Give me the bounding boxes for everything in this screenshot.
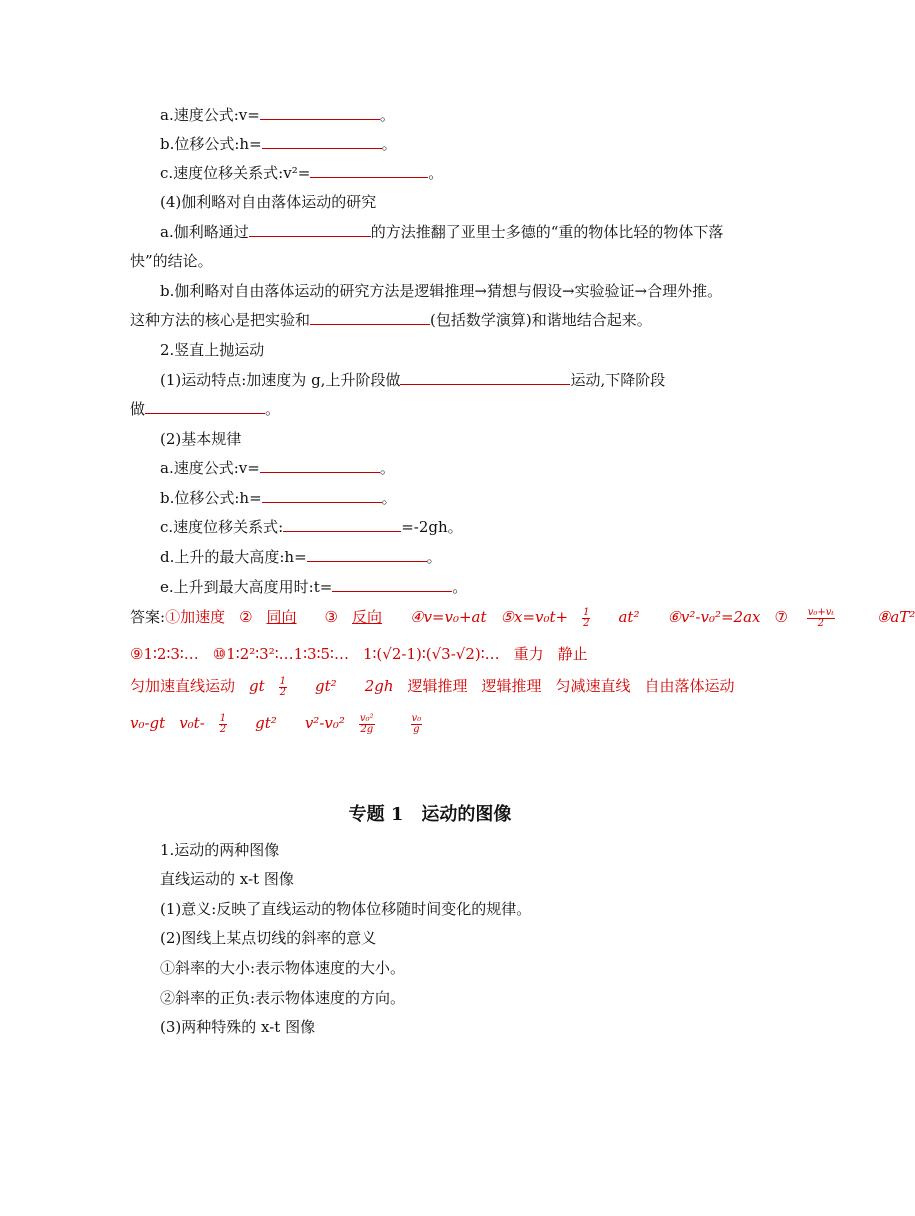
galileo-b-2: 这种方法的核心是把实验和 (包括数学演算)和谐地结合起来。	[130, 311, 652, 329]
section-line-1: 1.运动的两种图像	[160, 841, 280, 859]
answers-line-2: ⑨1∶2∶3∶… ⑩1∶2²∶3²∶…1∶3∶5∶… 1∶(√2-1)∶(√3-√2)∶… 重力 静止	[130, 645, 588, 663]
answer-blank[interactable]	[260, 105, 380, 120]
answers-line-4: v₀-gt v₀t- $\frac{1}{2}$ gt² v²-v₀² $\frac{\text{v₀²}}{2g}$ $\frac{\text{v₀}}{g}$	[130, 712, 730, 735]
law-a: a.速度公式:v= 。	[160, 459, 395, 477]
section-4-heading: (4)伽利略对自由落体运动的研究	[160, 193, 377, 211]
answer-blank[interactable]	[145, 399, 265, 414]
answers-line-3: 匀加速直线运动 gt $\frac{1}{2}$ gt² 2gh 逻辑推理 逻辑推理 匀减速直线 自由落体运动	[130, 675, 735, 698]
fraction: $\frac{\text{v₀}}{g}$	[411, 712, 422, 735]
answer-blank[interactable]	[249, 222, 371, 237]
answer-blank[interactable]	[310, 163, 428, 178]
law-heading: (2)基本规律	[160, 430, 242, 448]
fraction: $\frac{\text{v₀²}}{2g}$	[359, 712, 374, 735]
galileo-a-cont: 快”的结论。	[130, 252, 213, 270]
answer-blank[interactable]	[262, 488, 382, 503]
answer-blank[interactable]	[310, 310, 430, 325]
galileo-b-1: b.伽利略对自由落体运动的研究方法是逻辑推理→猜想与假设→实验验证→合理外推。	[160, 282, 723, 300]
answer-blank[interactable]	[262, 134, 382, 149]
fraction: $\frac{1}{2}$	[583, 606, 590, 629]
answer-blank[interactable]	[283, 517, 401, 532]
answer-blank[interactable]	[307, 547, 427, 562]
section-line-5: ①斜率的大小:表示物体速度的大小。	[160, 959, 406, 977]
law-d: d.上升的最大高度:h= 。	[160, 548, 442, 566]
galileo-a: a.伽利略通过 的方法推翻了亚里士多德的“重的物体比轻的物体下落	[160, 223, 724, 241]
fraction: $\frac{\text{v₀+vₜ}}{2}$	[807, 606, 834, 629]
answer-blank[interactable]	[260, 458, 380, 473]
section-line-2: 直线运动的 x-t 图像	[160, 870, 294, 888]
section-line-4: (2)图线上某点切线的斜率的意义	[160, 929, 377, 947]
section-line-3: (1)意义:反映了直线运动的物体位移随时间变化的规律。	[160, 900, 532, 918]
answers-line-1: 答案:①加速度 ② 同向 ③ 反向 ④v=v₀+at ⑤x=v₀t+ $\frac{1}{2}$ at² ⑥v²-v₀²=2ax ⑦ $\frac{\text{v₀+vₜ}}{2}$ ⑧aT²	[130, 606, 915, 629]
feature-line: (1)运动特点:加速度为 g,上升阶段做 运动,下降阶段	[160, 371, 666, 389]
law-c: c.速度位移关系式: =-2gh。	[160, 518, 463, 536]
section-title: 专题 1 运动的图像	[348, 804, 512, 825]
line-a-speed: a.速度公式:v= 。	[160, 106, 395, 124]
answer-blank[interactable]	[400, 370, 570, 385]
fraction: $\frac{1}{2}$	[279, 675, 287, 698]
line-b-disp: b.位移公式:h= 。	[160, 135, 397, 153]
answer-blank[interactable]	[332, 577, 452, 592]
line-c-rel: c.速度位移关系式:v²= 。	[160, 164, 444, 182]
law-b: b.位移公式:h= 。	[160, 489, 397, 507]
law-e: e.上升到最大高度用时:t= 。	[160, 578, 468, 596]
fraction: $\frac{1}{2}$	[219, 712, 227, 735]
section-2-heading: 2.竖直上抛运动	[160, 341, 265, 359]
feature-line-cont: 做 。	[130, 400, 281, 418]
section-line-6: ②斜率的正负:表示物体速度的方向。	[160, 989, 406, 1007]
section-line-7: (3)两种特殊的 x-t 图像	[160, 1018, 316, 1036]
